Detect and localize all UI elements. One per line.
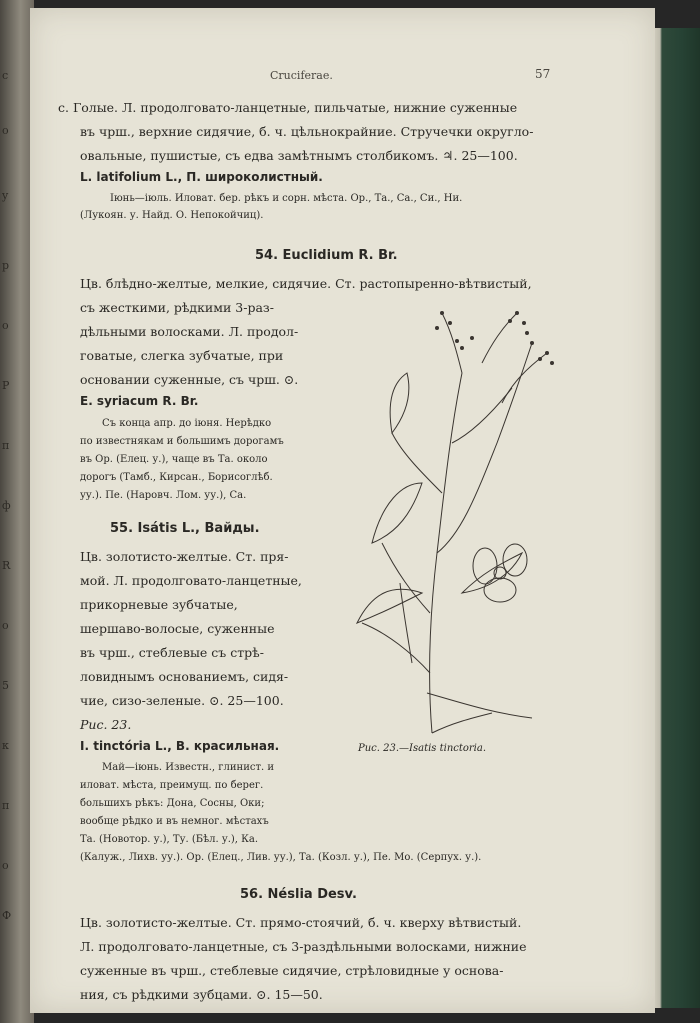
habitat-line: большихъ рѣкъ: Дона, Сосны, Оки;: [80, 798, 265, 809]
running-head: Cruciferae.: [270, 69, 333, 82]
text-line: ловиднымъ основаниемъ, сидя-: [80, 669, 289, 684]
book-binding: [650, 28, 700, 1008]
species-name: L. latifolium L., П. широколистный.: [80, 170, 323, 184]
habitat-line: по известнякам и большимъ дорогамъ: [80, 436, 284, 447]
habitat-line: иловат. мѣста, преимущ. по берег.: [80, 780, 264, 791]
species-name: I. tinctória L., В. красильная.: [80, 739, 280, 753]
species-name: E. syriacum R. Br.: [80, 394, 199, 408]
text-line: ния, съ рѣдкими зубцами. ⊙. 15—50.: [80, 987, 323, 1002]
habitat-line: вообще рѣдко и въ немног. мѣстахъ: [80, 816, 269, 827]
left-page-fragment: y: [2, 190, 9, 202]
text-line: Цв. золотисто-желтые. Ст. прямо-стоячий, б. ч. кверху вѣтвистый.: [80, 915, 522, 930]
text-line: мой. Л. продолговато-ланцетные,: [80, 573, 302, 588]
left-page-fragment: o: [2, 860, 9, 872]
habitat-line: Съ конца апр. до іюня. Нерѣдко: [102, 418, 272, 429]
habitat-line: Май—іюнь. Известн., глинист. и: [102, 762, 275, 773]
habitat-line: Іюнь—іюль. Иловат. бер. рѣкъ и сорн. мѣста. Ор., Та., Са., Си., Ни.: [110, 193, 463, 204]
text-line: суженные въ чрш., стеблевые сидячие, стрѣловидные у основа-: [80, 963, 504, 978]
text-line: шершаво-волосые, суженные: [80, 621, 275, 636]
left-page-fragment: o: [2, 320, 9, 332]
left-page-fragment: п: [2, 440, 10, 452]
left-page-edge: [0, 0, 34, 1023]
habitat-line: (Калуж., Лихв. уу.). Ор. (Елец., Лив. уу.), Та. (Козл. у.), Пе. Мо. (Серпух. у.).: [80, 852, 482, 863]
left-page-fragment: p: [2, 260, 10, 272]
habitat-line: въ Ор. (Елец. у.), чаще въ Та. около: [80, 454, 268, 465]
left-page-fragment: R: [2, 560, 11, 572]
text-line: Цв. блѣдно-желтые, мелкие, сидячие. Ст. растопыренно-вѣтвистый,: [80, 276, 532, 291]
habitat-line: (Лукоян. у. Найд. О. Непокойчиц).: [80, 210, 264, 221]
genus-heading: 56. Néslia Desv.: [240, 887, 357, 902]
text-line: прикорневые зубчатые,: [80, 597, 238, 612]
genus-heading: 54. Euclidium R. Br.: [255, 248, 398, 263]
page-number: 57: [535, 67, 551, 81]
text-line: Л. продолговато-ланцетные, съ 3-раздѣльными волосками, нижние: [80, 939, 527, 954]
genus-heading: 55. Isátis L., Вайды.: [110, 521, 260, 536]
figure-ref: Рис. 23.: [80, 717, 132, 732]
text-line: овальные, пушистые, съ едва замѣтнымъ столбикомъ. ♃. 25—100.: [80, 148, 518, 163]
left-page-fragment: п: [2, 800, 10, 812]
left-page-fragment: ф: [2, 500, 11, 512]
text-line: дѣльными волосками. Л. продол-: [80, 324, 299, 339]
isatis-illustration: [312, 293, 562, 738]
left-page-fragment: P: [2, 380, 10, 392]
left-page-fragment: 5: [2, 680, 9, 692]
text-line: Цв. золотисто-желтые. Ст. пря-: [80, 549, 289, 564]
text-line: основании суженные, съ чрш. ⊙.: [80, 372, 299, 387]
left-page-fragment: Ф: [2, 910, 12, 922]
text-line: с. Голые. Л. продолговато-ланцетные, пильчатые, нижние суженные: [58, 100, 518, 115]
text-line: въ чрш., стеблевые съ стрѣ-: [80, 645, 264, 660]
habitat-line: уу.). Пе. (Наровч. Лом. уу.), Са.: [80, 490, 247, 501]
text-line: чие, сизо-зеленые. ⊙. 25—100.: [80, 693, 284, 708]
left-page-fragment: o: [2, 620, 9, 632]
text-line: говатые, слегка зубчатые, при: [80, 348, 284, 363]
flower-detail-illustration: [460, 538, 545, 613]
figure-caption: Рис. 23.—Isatis tinctoria.: [358, 743, 487, 754]
text-line: въ чрш., верхние сидячие, б. ч. цѣльнокрайние. Стручечки округло-: [80, 124, 534, 139]
habitat-line: Та. (Новотор. у.), Ту. (Бѣл. у.), Ка.: [80, 834, 259, 845]
left-page-fragment: к: [2, 740, 9, 752]
text-line: съ жесткими, рѣдкими 3-раз-: [80, 300, 274, 315]
left-page-fragment: c: [2, 70, 9, 82]
book-page: [30, 8, 655, 1013]
left-page-fragment: o: [2, 125, 9, 137]
habitat-line: дорогъ (Тамб., Кирсан., Борисоглѣб.: [80, 472, 273, 483]
